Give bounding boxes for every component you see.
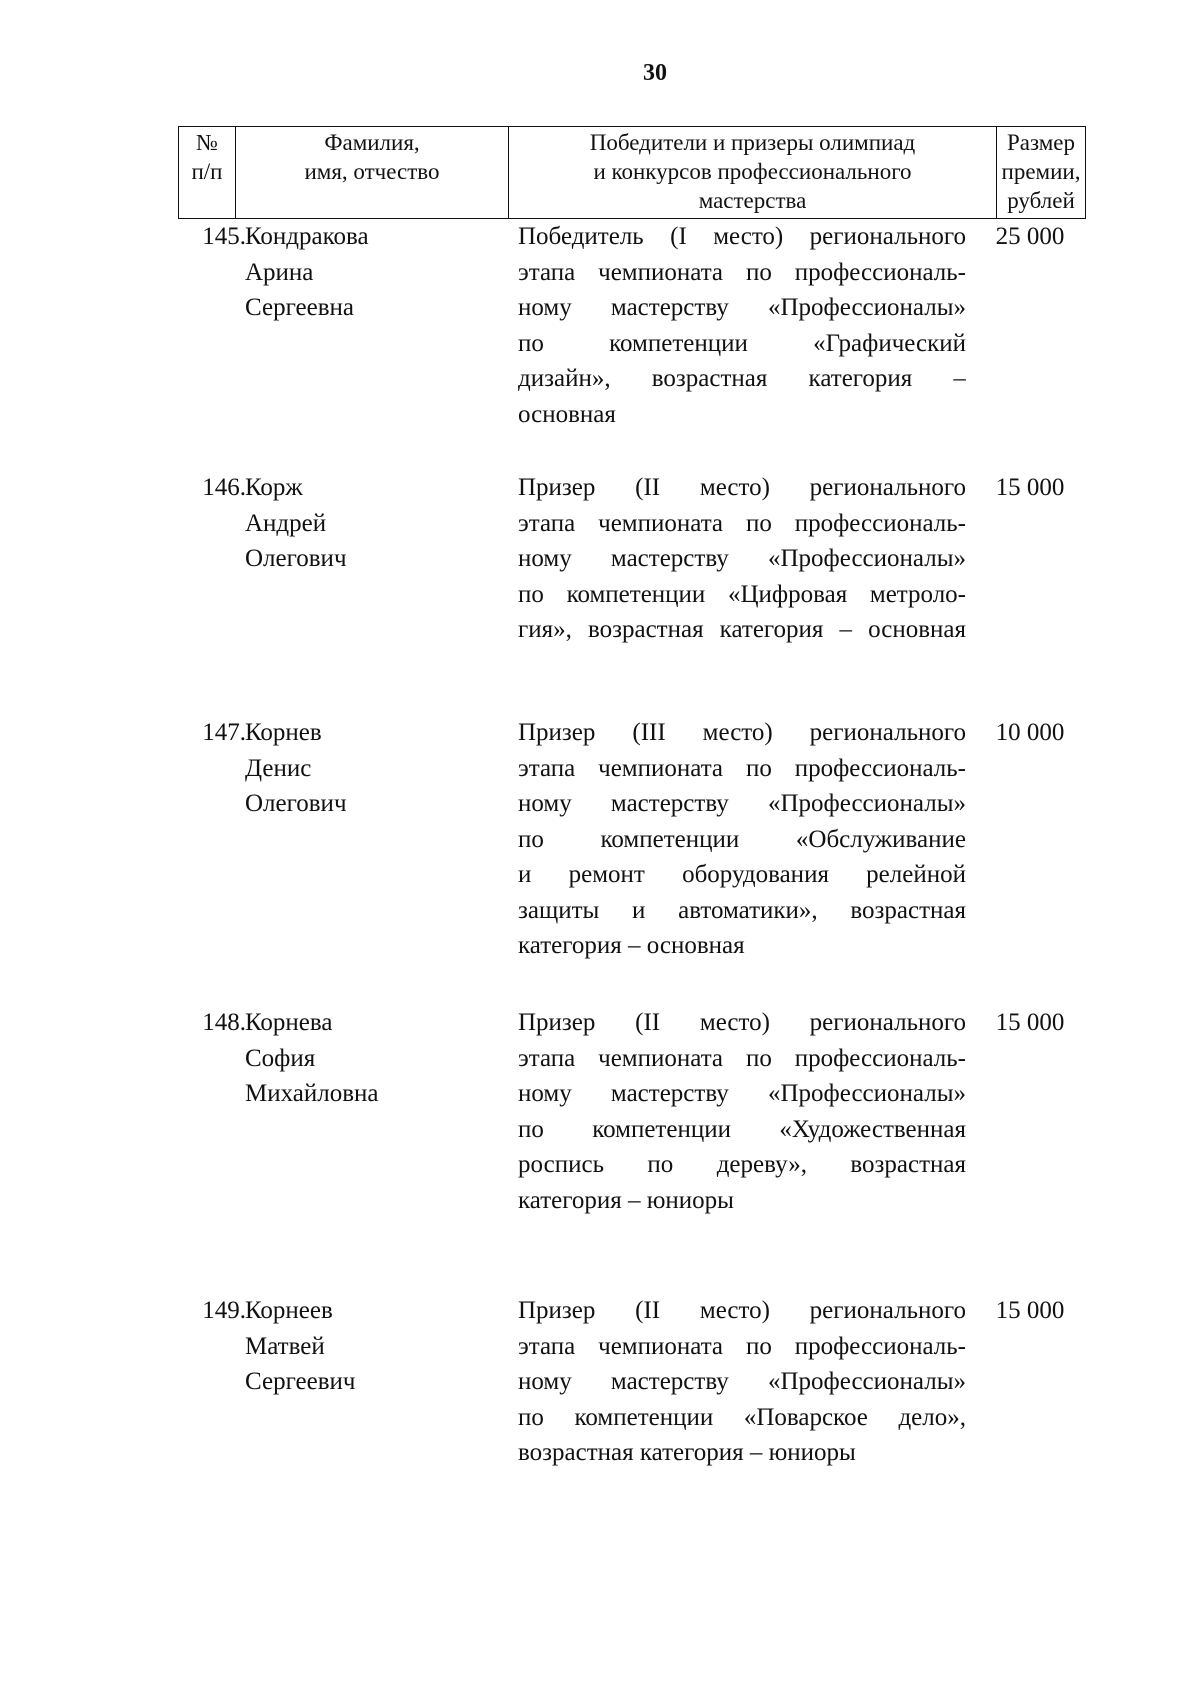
header-amount-line: рублей: [1007, 188, 1075, 213]
achievement-description: [518, 1005, 966, 1218]
description-line: Призер (III место) регионального: [518, 719, 966, 746]
description-line: защиты и автоматики», возрастная: [518, 896, 966, 924]
row-number: 149.: [202, 1297, 246, 1324]
description-line: этапа чемпионата по профессиональ-: [518, 1044, 966, 1072]
row-number: 146.: [202, 474, 246, 501]
description-line: по компетенции «Графический: [518, 329, 966, 357]
description-line: Призер (II место) регионального: [518, 1009, 966, 1036]
prize-amount: 25 000: [995, 223, 1065, 250]
page-number: 30: [643, 60, 667, 86]
surname: Корж: [245, 474, 303, 501]
table-header: [178, 126, 1086, 219]
description-line: дизайн», возрастная категория –: [518, 365, 966, 392]
header-number-line: п/п: [191, 159, 223, 184]
patronymic: Михайловна: [245, 1080, 379, 1107]
recipient-name: [245, 470, 495, 577]
header-description-line: мастерства: [698, 188, 807, 213]
first-name: Арина: [245, 258, 314, 286]
recipient-name: [245, 219, 495, 326]
table-row: [178, 1293, 1085, 1493]
description-line: этапа чемпионата по профессиональ-: [518, 509, 966, 537]
prize-amount: 15 000: [995, 474, 1065, 501]
description-line: по компетенции «Цифровая метроло-: [518, 580, 966, 608]
header-name-column: [236, 127, 509, 219]
achievement-description: [518, 715, 966, 964]
first-name: Денис: [245, 754, 312, 782]
description-line: по компетенции «Поварское дело»,: [518, 1403, 966, 1431]
description-line: категория – основная: [518, 932, 745, 959]
first-name: София: [245, 1044, 316, 1072]
row-number: 147.: [202, 719, 246, 746]
description-line: этапа чемпионата по профессиональ-: [518, 1332, 966, 1360]
table-row: [178, 715, 1085, 975]
header-description-line: Победители и призеры олимпиад: [589, 130, 916, 155]
achievement-description: [518, 1293, 966, 1471]
recipient-name: [245, 1005, 495, 1112]
recipient-name: [245, 715, 495, 822]
patronymic: Сергеевна: [245, 294, 354, 321]
surname: Корнеев: [245, 1297, 333, 1324]
patronymic: Олегович: [245, 790, 347, 817]
header-number-line: №: [196, 130, 218, 155]
first-name: Андрей: [245, 509, 327, 537]
description-line: Призер (II место) регионального: [518, 1297, 966, 1324]
surname: Кондракова: [245, 223, 369, 250]
header-amount-line: премии,: [1001, 159, 1081, 184]
achievement-description: [518, 470, 966, 648]
achievement-description: [518, 219, 966, 432]
header-description-column: [509, 127, 997, 219]
description-line: ному мастерству «Профессионалы»: [518, 545, 966, 572]
header-amount-column: [997, 127, 1086, 219]
surname: Корнева: [245, 1009, 333, 1036]
prize-amount: 15 000: [995, 1297, 1065, 1324]
patronymic: Сергеевич: [245, 1368, 356, 1395]
description-line: ному мастерству «Профессионалы»: [518, 790, 966, 817]
table-row: [178, 219, 1085, 459]
description-line: ному мастерству «Профессионалы»: [518, 1080, 966, 1107]
description-line: Победитель (I место) регионального: [518, 223, 966, 250]
table-row: [178, 470, 1085, 670]
description-line: возрастная категория – юниоры: [518, 1439, 856, 1466]
prize-amount: 15 000: [995, 1009, 1065, 1036]
description-line: основная: [518, 400, 616, 428]
description-line: роспись по дереву», возрастная: [518, 1151, 966, 1178]
description-line: Призер (II место) регионального: [518, 474, 966, 501]
row-number: 145.: [202, 223, 246, 250]
surname: Корнев: [245, 719, 322, 746]
prize-amount: 10 000: [995, 719, 1065, 746]
header-name-line: Фамилия,: [324, 130, 420, 155]
recipient-name: [245, 1293, 495, 1400]
description-line: гия», возрастная категория – основная: [518, 616, 966, 643]
header-name-line: имя, отчество: [304, 159, 440, 184]
description-line: категория – юниоры: [518, 1186, 734, 1214]
description-line: и ремонт оборудования релейной: [518, 861, 966, 888]
description-line: этапа чемпионата по профессиональ-: [518, 754, 966, 782]
description-line: по компетенции «Обслуживание: [518, 825, 966, 853]
header-description-line: и конкурсов профессионального: [593, 159, 912, 184]
first-name: Матвей: [245, 1332, 325, 1360]
header-amount-line: Размер: [1006, 130, 1076, 155]
description-line: ному мастерству «Профессионалы»: [518, 1368, 966, 1395]
table-row: [178, 1005, 1085, 1235]
row-number: 148.: [202, 1009, 246, 1036]
description-line: этапа чемпионата по профессиональ-: [518, 258, 966, 286]
header-number-column: [179, 127, 236, 219]
description-line: по компетенции «Художественная: [518, 1115, 966, 1143]
description-line: ному мастерству «Профессионалы»: [518, 294, 966, 321]
patronymic: Олегович: [245, 545, 347, 572]
